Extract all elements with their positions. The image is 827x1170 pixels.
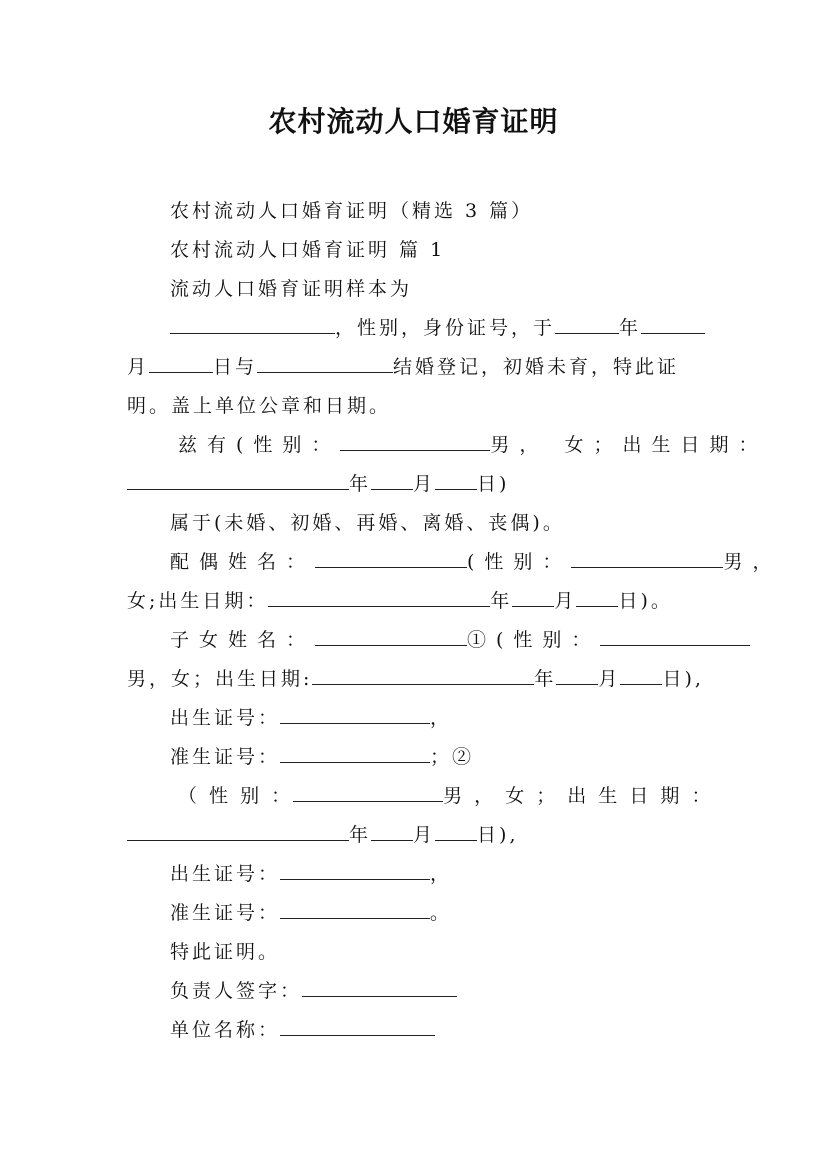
child-name-blank [315,629,467,646]
section-heading: 农村流动人口婚育证明 篇 1 [170,239,446,261]
gender-blank [293,785,443,802]
paragraph-line: 配偶姓名： (性别： 男， [170,551,782,573]
paragraph-line: 女;出生日期： 年 月 日)。 [127,590,673,612]
paragraph-line: 年 月 日), [127,822,518,848]
date-blank [127,473,349,490]
day-blank [620,668,662,685]
date-blank [312,668,534,685]
name-blank [170,317,335,334]
permit-blank [280,902,430,919]
paragraph-line: 出生证号： ， [170,863,453,885]
day-blank [435,824,477,841]
paragraph-line: 男，女；出生日期: 年 月 日), [127,668,704,690]
spouse-name-blank [315,551,467,568]
paragraph-line: 属于(未婚、初婚、再婚、离婚、丧偶)。 [170,512,565,534]
sample-intro: 流动人口婚育证明样本为 [170,278,413,300]
paragraph-line: 单位名称： [170,1017,435,1043]
gender-blank [600,629,750,646]
unit-name-blank [280,1019,435,1036]
paragraph-line: 年 月 日) [127,471,509,497]
paragraph-line: 出生证号： ， [170,707,453,729]
month-blank [371,824,413,841]
month-blank [556,668,598,685]
place-blank [257,356,393,373]
year-blank [555,317,619,334]
paragraph-line: 负责人签字： [170,978,457,1004]
gender-blank [571,551,723,568]
day-blank [576,590,618,607]
permit-blank [280,746,430,763]
paragraph-line: 准生证号： 。 [170,902,453,924]
paragraph-line: 子女姓名： ①(性别： [170,627,750,653]
signature-blank [302,980,457,997]
day-blank [149,356,213,373]
gender-blank [340,434,490,451]
paragraph-line: 兹有(性别： 男， 女；出生日期： [178,434,768,456]
month-blank [371,473,413,490]
date-blank [127,824,349,841]
month-blank [641,317,705,334]
document-title: 农村流动人口婚育证明 [268,105,559,138]
subtitle-selection: 农村流动人口婚育证明（精选 3 篇） [170,200,534,222]
paragraph-line: ，性别，身份证号，于 年 [170,315,705,341]
paragraph-line: 准生证号： ；② [170,746,475,768]
date-blank [268,590,490,607]
paragraph-line: 明。盖上单位公章和日期。 [127,395,392,417]
closing-line: 特此证明。 [170,941,281,963]
birth-cert-blank [280,707,430,724]
paragraph-line: （ 性 别 ： 男 ， 女 ； 出 生 日 期 ： [178,785,714,807]
paragraph-line: 月 日与 结婚登记，初婚未育，特此证 [127,356,680,378]
month-blank [512,590,554,607]
birth-cert-blank [280,863,430,880]
day-blank [435,473,477,490]
